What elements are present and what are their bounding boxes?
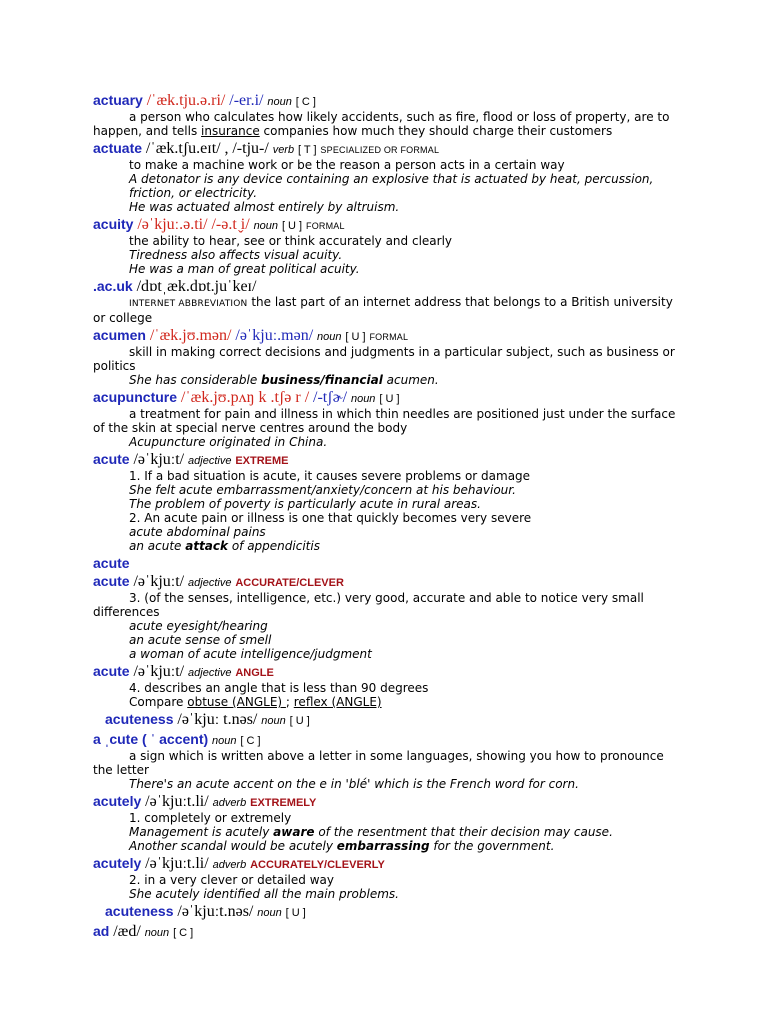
sense-label: ACCURATELY/CLEVERLY xyxy=(250,859,385,871)
definition: 4. describes an angle that is less than 90 degrees xyxy=(129,681,429,695)
grammar-code: [ T ] xyxy=(297,144,317,156)
pronunciation: /əˈkjuːt.nəs/ xyxy=(177,903,254,920)
headword: acuity xyxy=(93,216,134,232)
pronunciation-us: /-tʃɚ/ xyxy=(313,389,348,406)
headword: ad xyxy=(93,923,110,939)
definition: 1. If a bad situation is acute, it causes severe problems or damage xyxy=(129,469,531,483)
example: He was actuated almost entirely by altruism. xyxy=(129,200,400,214)
entry-acute-accurate xyxy=(93,573,678,661)
headword: acute xyxy=(93,451,130,467)
example: A detonator is any device containing an explosive that is actuated by heat, percussion, friction, or electricity. xyxy=(129,172,654,200)
headword: acuteness xyxy=(105,903,174,919)
entry-ad xyxy=(93,923,678,941)
entry-acumen xyxy=(93,327,678,387)
entry-acutely-accurately xyxy=(93,855,678,901)
usage-label: INTERNET ABBREVIATION xyxy=(129,299,248,309)
part-of-speech: noun xyxy=(267,96,292,108)
headword-line xyxy=(93,92,678,110)
pronunciation: /əˈkjuːt/ xyxy=(133,573,185,590)
definition xyxy=(93,110,678,138)
grammar-code: [ U ] xyxy=(289,715,310,727)
part-of-speech: verb xyxy=(272,144,295,156)
example-text: She has considerable xyxy=(129,373,262,387)
entry-actuate xyxy=(93,140,678,214)
example xyxy=(93,373,678,387)
definition-text: companies how much they should charge their customers xyxy=(259,124,613,138)
example: acute abdominal pains xyxy=(129,525,266,539)
example xyxy=(93,839,678,853)
example: He was a man of great political acuity. xyxy=(129,262,360,276)
sense-label: EXTREME xyxy=(235,455,289,467)
headword-line xyxy=(93,278,678,295)
grammar-code: [ U ] xyxy=(345,331,366,343)
insurance-link[interactable]: insurance xyxy=(201,124,260,138)
entry-acupuncture xyxy=(93,389,678,449)
example: The problem of poverty is particularly acute in rural areas. xyxy=(129,497,481,511)
definition xyxy=(93,295,678,325)
example-text: Another scandal would be acutely xyxy=(129,839,337,853)
reflex-link[interactable]: reflex (ANGLE) xyxy=(293,695,382,709)
example: a woman of acute intelligence/judgment xyxy=(129,647,372,661)
headword-line xyxy=(93,793,678,811)
dictionary-entries xyxy=(93,90,678,941)
headword-line xyxy=(93,140,678,158)
usage-label: FORMAL xyxy=(369,332,409,342)
pronunciation-uk: /ˈæk.tju.ə.ri/ xyxy=(146,92,226,109)
collocation: embarrassing xyxy=(336,839,430,853)
pronunciation-uk: /ˈæk.jʊ.pʌŋ k .tʃə r / xyxy=(180,389,310,406)
part-of-speech: adjective xyxy=(188,667,232,679)
pronunciation-us: /-er.i/ xyxy=(229,92,264,109)
entry-acute-angle xyxy=(93,663,678,709)
definition-text: the last part of an internet address that belongs to a British university or college xyxy=(93,295,673,325)
example-text: of the resentment that their decision may cause. xyxy=(314,825,613,839)
collocation: attack xyxy=(185,539,228,553)
pronunciation: /dɒtˌæk.dɒt.juˈkeɪ/ xyxy=(136,278,257,295)
headword-line xyxy=(93,923,678,941)
part-of-speech: adjective xyxy=(188,455,232,467)
headword: acute xyxy=(93,663,130,679)
pronunciation: /əˈkjuːt/ xyxy=(133,663,185,680)
headword-line xyxy=(93,573,678,591)
sense-label: EXTREMELY xyxy=(250,797,317,809)
grammar-code: [ U ] xyxy=(285,907,306,919)
part-of-speech: noun xyxy=(253,220,279,232)
pronunciation-variant: /-tju-/ xyxy=(232,140,269,157)
entry-acute-extreme xyxy=(93,451,678,553)
example-text: Management is acutely xyxy=(129,825,274,839)
headword-line xyxy=(93,903,678,921)
example xyxy=(93,539,678,553)
headword-line xyxy=(93,389,678,407)
part-of-speech: adjective xyxy=(188,577,232,589)
grammar-code: [ U ] xyxy=(379,393,400,405)
pronunciation-us: /əˈkjuː.mən/ xyxy=(235,327,314,344)
entry-acuteness-2 xyxy=(93,903,678,921)
example: She acutely identified all the main problems. xyxy=(129,887,399,901)
collocation: business/financial xyxy=(261,373,383,387)
headword: acute xyxy=(93,573,130,589)
headword: acutely xyxy=(93,855,142,871)
headword-line xyxy=(93,711,678,729)
definition: 3. (of the senses, intelligence, etc.) very good, accurate and able to notice very small differences xyxy=(93,591,644,619)
headword-line xyxy=(93,451,678,469)
pronunciation: /əˈkjuːt.li/ xyxy=(145,855,209,872)
part-of-speech: noun xyxy=(144,927,170,939)
definition: a sign which is written above a letter in some languages, showing you how to pronounce the letter xyxy=(93,749,664,777)
part-of-speech: adverb xyxy=(212,859,247,871)
headword: acuteness xyxy=(105,711,174,727)
part-of-speech: noun xyxy=(350,393,376,405)
compare-text: Compare xyxy=(129,695,188,709)
definition: 2. in a very clever or detailed way xyxy=(129,873,334,887)
grammar-code: [ U ] xyxy=(281,220,303,232)
collocation: aware xyxy=(273,825,315,839)
definition: 1. completely or extremely xyxy=(129,811,292,825)
example-text: of appendicitis xyxy=(228,539,320,553)
part-of-speech: noun xyxy=(257,907,282,919)
pronunciation: /əˈkjuːt.li/ xyxy=(145,793,209,810)
example: an acute sense of smell xyxy=(129,633,272,647)
example: acute eyesight/hearing xyxy=(129,619,268,633)
example-text: for the government. xyxy=(429,839,555,853)
entry-actuary xyxy=(93,92,678,138)
example-text: an acute xyxy=(129,539,186,553)
sense-label: ANGLE xyxy=(235,667,274,679)
compare-separator: ; xyxy=(285,695,294,709)
headword: a ˌcute ( ˈ accent) xyxy=(93,731,209,747)
pronunciation: /əˈkjuː t.nəs/ xyxy=(177,711,258,728)
example: She felt acute embarrassment/anxiety/concern at his behaviour. xyxy=(129,483,516,497)
headword-line xyxy=(93,663,678,681)
headword: acupuncture xyxy=(93,389,178,405)
pronunciation-uk: /əˈkjuː.ə.ti/ xyxy=(137,216,208,233)
pronunciation-separator: , xyxy=(224,140,229,157)
compare-line xyxy=(93,695,678,709)
usage-label: FORMAL xyxy=(306,221,345,231)
pronunciation-us: /-ə.t ̬i/ xyxy=(211,216,250,233)
sense-label: ACCURATE/CLEVER xyxy=(235,577,344,589)
pronunciation-uk: /ˈæk.jʊ.mən/ xyxy=(149,327,232,344)
grammar-code: [ C ] xyxy=(240,735,261,747)
example: Tiredness also affects visual acuity. xyxy=(129,248,343,262)
headword: .ac.uk xyxy=(93,278,133,294)
pronunciation-uk: /ˈæk.tʃu.eɪt/ xyxy=(145,140,221,157)
part-of-speech: noun xyxy=(261,715,286,727)
definition: skill in making correct decisions and judgments in a particular subject, such as business or politics xyxy=(93,345,675,373)
grammar-code: [ C ] xyxy=(173,927,194,939)
definition: to make a machine work or be the reason a person acts in a certain way xyxy=(129,158,565,172)
example: Acupuncture originated in China. xyxy=(129,435,328,449)
entry-acute-accent xyxy=(93,731,678,791)
grammar-code: [ C ] xyxy=(295,96,316,108)
headword-line xyxy=(93,327,678,345)
headword-line xyxy=(93,731,678,749)
headword-plain: acute xyxy=(93,555,130,571)
headword: actuary xyxy=(93,92,143,108)
part-of-speech: adverb xyxy=(212,797,247,809)
headword: acumen xyxy=(93,327,146,343)
entry-ac-uk xyxy=(93,278,678,325)
definition: a treatment for pain and illness in which thin needles are positioned just under the surface of the skin at special nerve centres around the body xyxy=(93,407,676,435)
entry-acutely-extremely xyxy=(93,793,678,853)
example xyxy=(93,825,678,839)
definition: the ability to hear, see or think accurately and clearly xyxy=(129,234,453,248)
example: There's an acute accent on the e in 'blé' which is the French word for corn. xyxy=(129,777,579,791)
headword: actuate xyxy=(93,140,143,156)
part-of-speech: noun xyxy=(317,331,342,343)
headword: acutely xyxy=(93,793,142,809)
definition: 2. An acute pain or illness is one that quickly becomes very severe xyxy=(129,511,532,525)
usage-label: SPECIALIZED OR FORMAL xyxy=(320,145,440,155)
headword-line xyxy=(93,216,678,234)
headword-line xyxy=(93,855,678,873)
part-of-speech: noun xyxy=(212,735,237,747)
entry-acuity xyxy=(93,216,678,276)
obtuse-link[interactable]: obtuse (ANGLE) xyxy=(187,695,286,709)
definition-text: a person who calculates how likely accidents, such as fire, flood or loss of property, are to happen, and tells xyxy=(93,110,670,138)
entry-acuteness xyxy=(93,711,678,729)
pronunciation: /əˈkjuːt/ xyxy=(133,451,185,468)
pronunciation: /æd/ xyxy=(113,923,141,940)
example-text: acumen. xyxy=(382,373,439,387)
